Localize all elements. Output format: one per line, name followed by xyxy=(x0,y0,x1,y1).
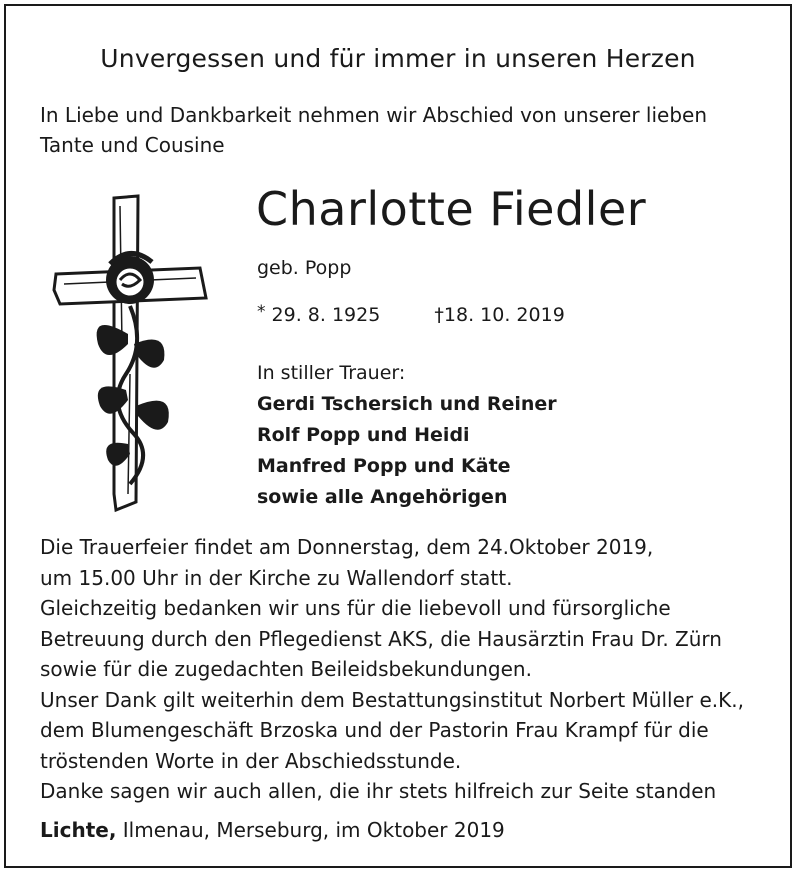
body-line: sowie für die zugedachten Beileidsbekundungen. xyxy=(40,657,532,681)
closing-place: Lichte, xyxy=(40,818,117,842)
mourner-name: sowie alle Angehörigen xyxy=(257,486,508,508)
birth-name: geb. Popp xyxy=(257,257,352,279)
birth-star-icon: * xyxy=(257,302,266,322)
cross-with-rose-icon xyxy=(50,194,210,514)
intro-text xyxy=(40,100,740,160)
obituary-card xyxy=(4,4,792,868)
deceased-name: Charlotte Fiedler xyxy=(256,182,647,236)
body-line: Gleichzeitig bedanken wir uns für die liebevoll und fürsorgliche xyxy=(40,596,671,620)
body-line: Unser Dank gilt weiterhin dem Bestattungsinstitut Norbert Müller e.K., xyxy=(40,687,744,712)
death-cross-icon: † xyxy=(434,304,444,326)
funeral-and-thanks-text xyxy=(40,532,770,807)
mourners-block xyxy=(257,358,557,513)
mourner-name: Rolf Popp und Heidi xyxy=(257,424,470,446)
headline: Unvergessen und für immer in unseren Herzen xyxy=(100,44,696,73)
intro-line: In Liebe und Dankbarkeit nehmen wir Abschied von unserer lieben xyxy=(40,103,708,127)
body-line: um 15.00 Uhr in der Kirche zu Wallendorf statt. xyxy=(40,565,513,590)
body-line: Betreuung durch den Pflegedienst AKS, die Hausärztin Frau Dr. Zürn xyxy=(40,626,722,651)
life-dates xyxy=(257,302,565,326)
mourners-heading: In stiller Trauer: xyxy=(257,362,406,384)
body-line: Danke sagen wir auch allen, die ihr stets hilfreich zur Seite standen xyxy=(40,779,717,803)
mourner-name: Manfred Popp und Käte xyxy=(257,455,511,477)
death-date: 18. 10. 2019 xyxy=(443,304,565,326)
body-line: tröstenden Worte in der Abschiedsstunde. xyxy=(40,748,462,773)
birth-date: 29. 8. 1925 xyxy=(271,304,381,326)
body-line: Die Trauerfeier findet am Donnerstag, dem 24.Oktober 2019, xyxy=(40,535,654,559)
mourner-name: Gerdi Tschersich und Reiner xyxy=(257,393,557,415)
closing-line xyxy=(40,818,505,842)
body-line: dem Blumengeschäft Brzoska und der Pastorin Frau Krampf für die xyxy=(40,718,709,742)
intro-line: Tante und Cousine xyxy=(40,133,225,157)
closing-rest: Ilmenau, Merseburg, im Oktober 2019 xyxy=(116,818,505,842)
